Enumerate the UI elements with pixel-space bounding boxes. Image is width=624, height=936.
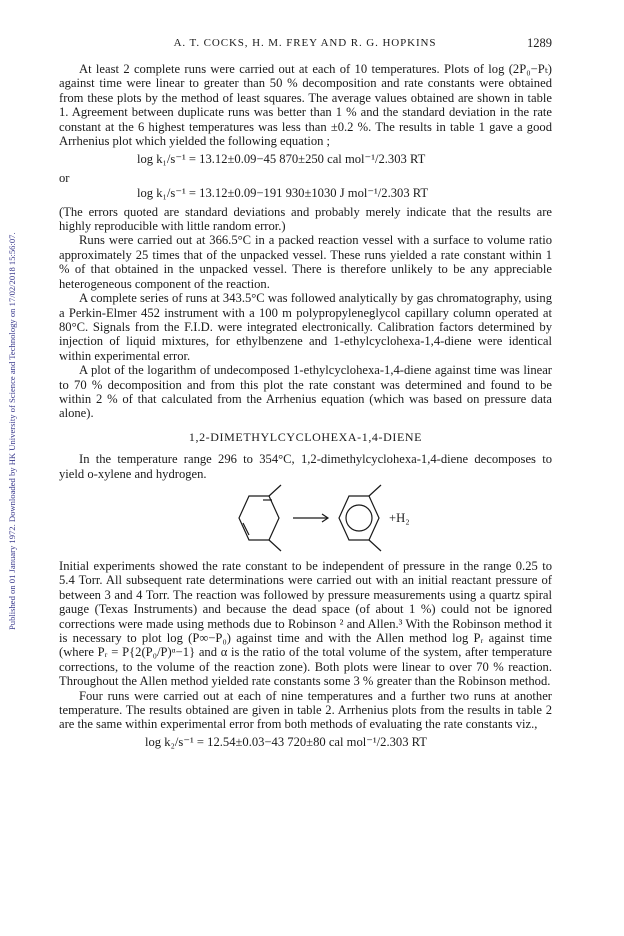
running-header — [60, 37, 550, 53]
reaction-arrow-icon — [293, 514, 328, 522]
paragraph-log-plot: A plot of the logarithm of undecomposed 1-ethylcyclohexa-1,4-diene against time was linear to 70 % decomposition and from this plot the rate constant was determined and found to be within 2 % of that calculated from the Arrhenius equation (which was based on pressure data alone). — [59, 363, 552, 421]
or-connector: or — [59, 170, 70, 185]
reactant-structure-icon — [239, 485, 281, 551]
hydrogen-product: +H₂ — [389, 510, 410, 525]
arrhenius-equation-joule: log k₁/s⁻¹ = 13.12±0.09−191 930±1030 J mol⁻¹/2.303 RT — [137, 186, 429, 201]
paragraph-four-runs: Four runs were carried out at each of nine temperatures and a further two runs at another temperature. The results obtained are given in table 2. Arrhenius plots from the results in table 2 are the same within experimental error from both methods of evaluating the rate constants viz., — [59, 688, 552, 732]
download-note[interactable]: Published on 01 January 1972. Downloaded by HK University of Science and Technology on 17/02/2018 15:56:07. — [7, 232, 17, 630]
reaction-scheme-drawing — [229, 483, 469, 553]
section-heading: 1,2-DIMETHYLCYCLOHEXA-1,4-DIENE — [188, 429, 423, 444]
paragraph-gas-chromatography: A complete series of runs at 343.5°C was followed analytically by gas chromatography, using a Perkin-Elmer 452 instrument with a 100 m polypropyleneglycol capillary column operated at 80°C. Signals from the F.I.D. were integrated electronically. Calibration factors determined by injection of liquid mixtures, for ethylbenzene and 1-ethylcyclohexa-1,4-diene were identical within experimental error. — [59, 291, 552, 363]
arrhenius-equation-cal: log k₁/s⁻¹ = 13.12±0.09−45 870±250 cal mol⁻¹/2.303 RT — [137, 152, 426, 167]
paragraph-packed-vessel: Runs were carried out at 366.5°C in a packed reaction vessel with a surface to volume ratio approximately 25 times that of the unpacked vessel. These runs yielded a rate constant within 1 % of that obtained in the unpacked vessel. There is therefore unlikely to be any appreciable heterogeneous component of the reaction. — [59, 233, 552, 291]
paragraph-runs: At least 2 complete runs were carried out at each of 10 temperatures. Plots of log (2P₀−Pₜ) against time were linear to greater than 50 % decomposition and rate constants were obtained from these plots by the method of least squares. The average values obtained are shown in table 1. Agreement between duplicate runs was better than 1 % and the standard deviation in the rate constant at the 6 highest temperatures was less than ±0.2 %. The results in table 1 gave a good Arrhenius plot which yielded the following equation ; — [59, 62, 552, 149]
header-authors: A. T. COCKS, H. M. FREY AND R. G. HOPKINS — [173, 37, 437, 49]
paragraph-initial-experiments: Initial experiments showed the rate constant to be independent of pressure in the range 0.25 to 5.4 Torr. All subsequent rate determinations were carried out with an initial reactant pressure of between 3 and 4 Torr. The reaction was followed by pressure measurements using a quartz spiral gauge (Texas Instruments) and because the dead space (of about 1 %) could not be ignored corrections were made using methods due to Robinson ² and Allen.³ With the Robinson method it is necessary to plot log (P∞−P₀) against time and with the Allen method log Pᵣ against time (where Pᵣ = P{2(P₀/P)ᵅ−1} and α is the ratio of the total volume of the system, after temperature corrections, to the volume of the reaction zone). Both plots were linear to over 70 % reaction. Throughout the Allen method yielded rate constants some 3 % greater than the Robinson method. — [59, 558, 552, 689]
download-watermark — [4, 70, 18, 630]
paragraph-temperature-range: In the temperature range 296 to 354°C, 1,2-dimethylcyclohexa-1,4-diene decomposes to yield o-xylene and hydrogen. — [59, 452, 552, 481]
product-structure-icon — [339, 485, 381, 551]
reaction-scheme — [59, 483, 552, 553]
article-body — [59, 62, 552, 749]
paragraph-errors-note: (The errors quoted are standard deviations and probably merely indicate that the results are highly reproducible with little random error.) — [59, 204, 552, 234]
page-number: 1289 — [527, 36, 552, 50]
arrhenius-equation-k2: log k₂/s⁻¹ = 12.54±0.03−43 720±80 cal mol⁻¹/2.303 RT — [145, 734, 427, 749]
